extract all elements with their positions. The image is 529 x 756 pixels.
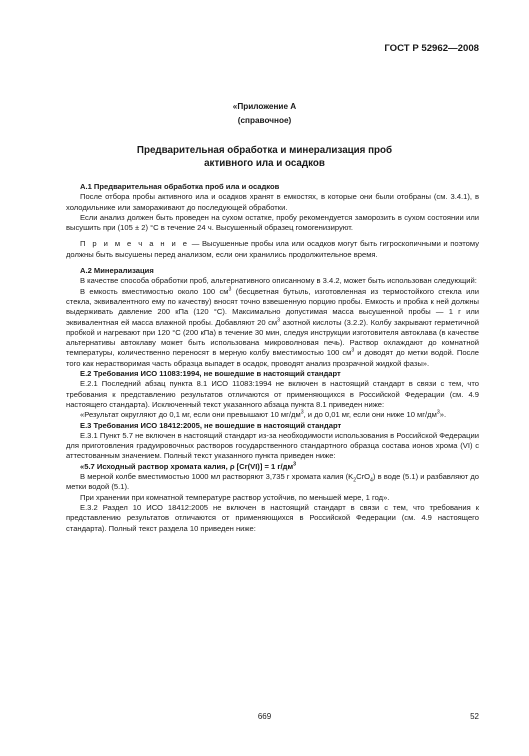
body-paragraph [66,287,479,369]
appendix-label: «Приложение А [232,102,297,111]
note-label: П р и м е ч а н и е [80,239,190,249]
text-run: азотной кислоты (3.2.2). Колбу закрывают герметичной пробкой и нагревают при 120 °С (200 кПа) в течение 30 мин, следуя инструкции изготовителя автоклава (в качестве альтернативы автоклаву может быть использована микроволновая печь). Раствор охлаждают до комнатной температуры, количественно переносят в мерную колбу вместимостью 100 см [66,317,479,358]
center-page-number: 669 [257,712,272,721]
text-run: В емкость вместимостью около 100 см [80,286,229,296]
superscript: 3 [436,409,440,416]
superscript: 3 [351,347,355,354]
section-heading: Е.2 Требования ИСО 11083:1994, не вошедшие в настоящий стандарт [80,369,341,379]
superscript: 3 [277,317,281,324]
body-paragraph [66,472,479,493]
right-page-number: 52 [470,712,479,721]
document-title-line-2: активного ила и осадков [204,158,325,169]
standard-number: ГОСТ Р 52962—2008 [384,43,479,54]
text-run: и доводят до метки водой. После того как нерастворимая часть образца выпадет в осадок, проводят анализ прозрачной жидкой фазы». [66,348,479,368]
superscript: 3 [293,461,296,468]
document-title-line-1: Предварительная обработка и минерализация проб [136,145,393,156]
text-run: ». [439,410,447,420]
section-heading: А.2 Минерализация [80,266,154,276]
body-paragraph: Если анализ должен быть проведен на сухом остатке, пробу рекомендуется заморозить в сухом состоянии или высушить при (105 ± 2) °С в течение 24 ч. Высушенный образец гомогенизируют. [66,212,479,233]
text-run: «Результат округляют до 0,1 мг, если они превышают 10 мг/дм [80,410,301,420]
subscript: 4 [370,477,373,484]
note-paragraph [66,239,479,260]
body-paragraph: При хранении при комнатной температуре раствор устойчив, по меньшей мере, 1 год». [80,492,390,502]
superscript: 3 [300,409,304,416]
section-heading: Е.3 Требования ИСО 18412:2005, не вошедшие в настоящий стандарт [80,420,342,430]
note-text: — Высушенные пробы ила или осадков могут быть гигроскопичными и поэтому должны быть высушены перед анализом, если они хранились продолжительное время. [66,239,479,259]
text-run: CrO [356,472,371,482]
body-paragraph: После отбора пробы активного ила и осадков хранят в емкостях, в которые они были отобраны (см. 3.4.1), в холодильнике или замораживают до последующей обработки. [66,192,479,212]
text-run: (бесцветная бутыль, изготовленная из термостойкого стекла или стекла, эквивалентного ему по качеству) вносят точно взвешенную порцию пробы. Емкость и пробка к ней должны выдерживать давление 200 кПа (120 °С). Максимально допустимая масса высушенной пробы — 1 г или эквивалентная ей масса влажной пробы. Добавляют 20 см [66,286,479,327]
document-body [66,182,479,534]
superscript: 3 [228,286,232,293]
appendix-type: (справочное) [237,116,292,125]
body-paragraph: Е.3.2 Раздел 10 ИСО 18412:2005 не включен в настоящий стандарт в связи с тем, что требования к представлению результатов отличаются от применяющихся в Российской Федерации (см. 4.9 настоящего стандарта). Полный текст раздела 10 приведен ниже: [66,502,479,533]
subscript: 2 [353,477,357,484]
text-run: , и до 0,01 мг, если они ниже 10 мг/дм [303,410,437,420]
body-paragraph [66,410,479,420]
body-paragraph: В качестве способа обработки проб, альтернативного описанному в 3.4.2, может быть использован следующий: [80,276,477,286]
text-run: В мерной колбе вместимостью 1000 мл растворяют 3,735 г хромата калия (K [80,472,354,482]
text-run: «5.7 Исходный раствор хромата калия, ρ [Cr(VI)] = 1 г/дм [80,461,294,471]
text-run: ) в воде (5.1) и разбавляют до метки водой (5.1). [66,472,479,492]
section-heading: А.1 Предварительная обработка проб ила и осадков [80,182,280,191]
body-paragraph: Е.2.1 Последний абзац пункта 8.1 ИСО 11083:1994 не включен в настоящий стандарт в связи с тем, что требования к представлению результатов отличаются от применяющихся в Российской Федерации (см. 4.9 настоящего стандарта). Исключенный текст указанного абзаца пункта 8.1 приведен ниже: [66,379,479,409]
body-paragraph: Е.3.1 Пункт 5.7 не включен в настоящий стандарт из-за необходимости использования в Российской Федерации для приготовления градуировочных растворов государственного стандартного образца состава ионов хрома (VI) с аттестованным значением. Полный текст указанного пункта приведен ниже: [66,430,479,461]
subsection-heading [66,462,479,472]
